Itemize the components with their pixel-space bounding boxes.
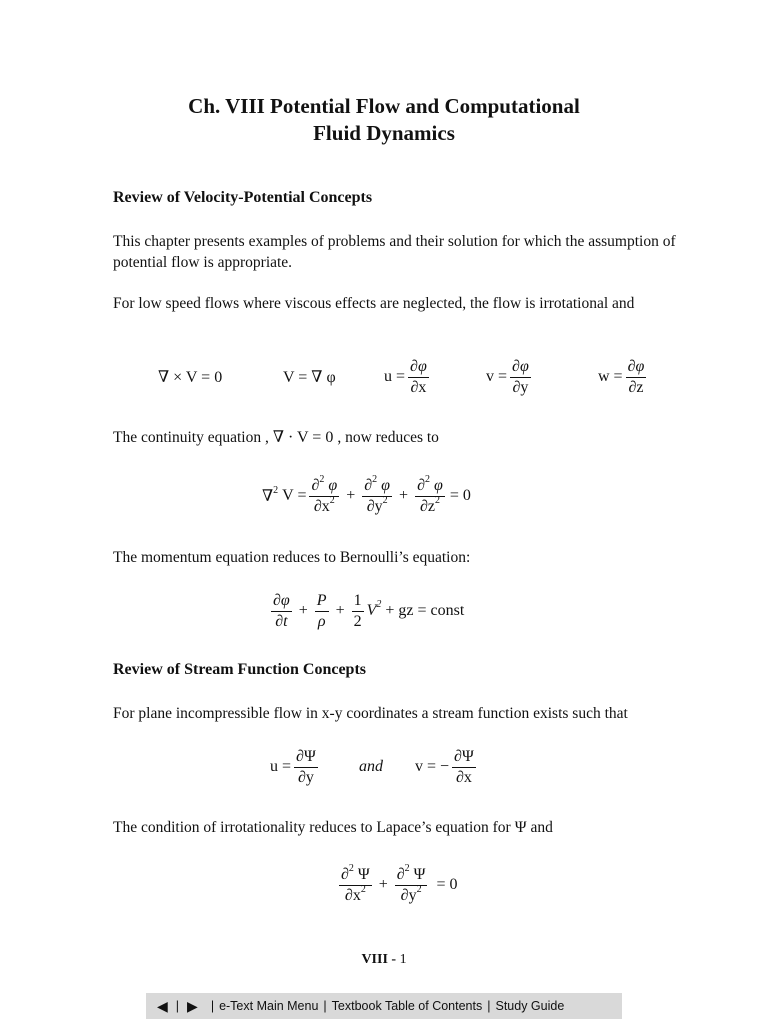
- equation-divergence: ∇ · V = 0: [272, 429, 334, 446]
- equation-stream-v: v = − $\frac{\partial\Psi}{\partial x}$: [415, 747, 474, 786]
- fraction-d2phi-dy2: $\frac{\partial^2 \varphi}{\partial y^2}$: [364, 473, 391, 515]
- fraction-dpsi-dx: $\frac{\partial\Psi}{\partial x}$: [454, 747, 474, 786]
- fraction-dphi-dx: $\frac{\partial\varphi}{\partial x}$: [410, 357, 427, 396]
- fraction-one-half: $\frac{1}{2}$: [353, 591, 362, 630]
- equation-bernoulli: $\frac{\partial\varphi}{\partial t}$ + $\frac{P}{\rho}$ + $\frac{1}{2}$ $V^2$ + gz = const: [273, 591, 465, 630]
- fraction-d2phi-dz2: $\frac{\partial^2 \varphi}{\partial z^2}$: [417, 473, 443, 515]
- section-heading-velocity: Review of Velocity-Potential Concepts: [113, 189, 373, 206]
- fraction-dpsi-dy: $\frac{\partial\Psi}{\partial y}$: [296, 747, 316, 786]
- title-line-1: Ch. VIII Potential Flow and Computational: [188, 94, 580, 118]
- equation-stream-u: u = $\frac{\partial\Psi}{\partial y}$: [270, 747, 316, 786]
- title-line-2: Fluid Dynamics: [313, 121, 455, 145]
- paragraph-irrotationality: The condition of irrotationality reduces to Lapace’s equation for Ψ and: [113, 819, 553, 836]
- fraction-d2phi-dx2: $\frac{\partial^2 \varphi}{\partial x^2}$: [311, 473, 338, 515]
- equation-and: and: [359, 758, 383, 775]
- fraction-d2psi-dy2: $\frac{\partial^2 \Psi}{\partial y^2}$: [396, 862, 426, 904]
- equation-u: u = $\frac{\partial\varphi}{\partial x}$: [384, 357, 427, 396]
- section-heading-stream: Review of Stream Function Concepts: [113, 661, 367, 678]
- paragraph-intro: This chapter presents examples of problems and their solution for which the assumption of potential flow is appropriate.: [113, 233, 676, 271]
- equation-gradient: V = ∇ φ: [283, 369, 336, 386]
- page-number: VIII - 1: [361, 952, 407, 967]
- fraction-dphi-dy: $\frac{\partial\varphi}{\partial y}$: [512, 357, 529, 396]
- paragraph-irrotational: For low speed flows where viscous effects are neglected, the flow is irrotational and: [113, 295, 635, 312]
- fraction-dphi-dt: $\frac{\partial\varphi}{\partial t}$: [273, 591, 290, 630]
- paragraph-continuity: The continuity equation , ∇ · V = 0 , now reduces to: [113, 429, 439, 446]
- equation-laplace-psi: $\frac{\partial^2 \Psi}{\partial x^2}$ + $\frac{\partial^2 \Psi}{\partial y^2}$ = 0: [341, 862, 458, 904]
- equation-laplace-phi: ∇$^2$ V = $\frac{\partial^2 \varphi}{\partial x^2}$ + $\frac{\partial^2 \varphi}{\partial y^2}$ + $\frac{\partial^2 \varphi}{\partial z^2}$ = 0: [262, 473, 471, 515]
- etext-main-menu-link[interactable]: e-Text Main Menu: [219, 999, 319, 1013]
- fraction-dphi-dz: $\frac{\partial\varphi}{\partial z}$: [627, 357, 645, 396]
- fraction-d2psi-dx2: $\frac{\partial^2 \Psi}{\partial x^2}$: [341, 862, 370, 904]
- navigation-bar: ◀ | ▶ | e-Text Main Menu | Textbook Table of Contents | Study Guide: [146, 993, 622, 1019]
- textbook-toc-link[interactable]: Textbook Table of Contents: [331, 999, 483, 1013]
- previous-page-icon[interactable]: ◀: [157, 997, 168, 1014]
- page-title: [0, 93, 768, 147]
- paragraph-momentum: The momentum equation reduces to Bernoulli’s equation:: [113, 549, 471, 566]
- fraction-p-rho: $\frac{P}{\rho}$: [316, 591, 327, 630]
- next-page-icon[interactable]: ▶: [187, 997, 198, 1014]
- study-guide-link[interactable]: Study Guide: [495, 999, 565, 1013]
- equation-v: v = $\frac{\partial\varphi}{\partial y}$: [486, 357, 529, 396]
- equation-w: w = $\frac{\partial\varphi}{\partial z}$: [598, 357, 645, 396]
- paragraph-stream-function: For plane incompressible flow in x-y coordinates a stream function exists such that: [113, 705, 628, 722]
- equation-curl: ∇ × V = 0: [158, 369, 223, 386]
